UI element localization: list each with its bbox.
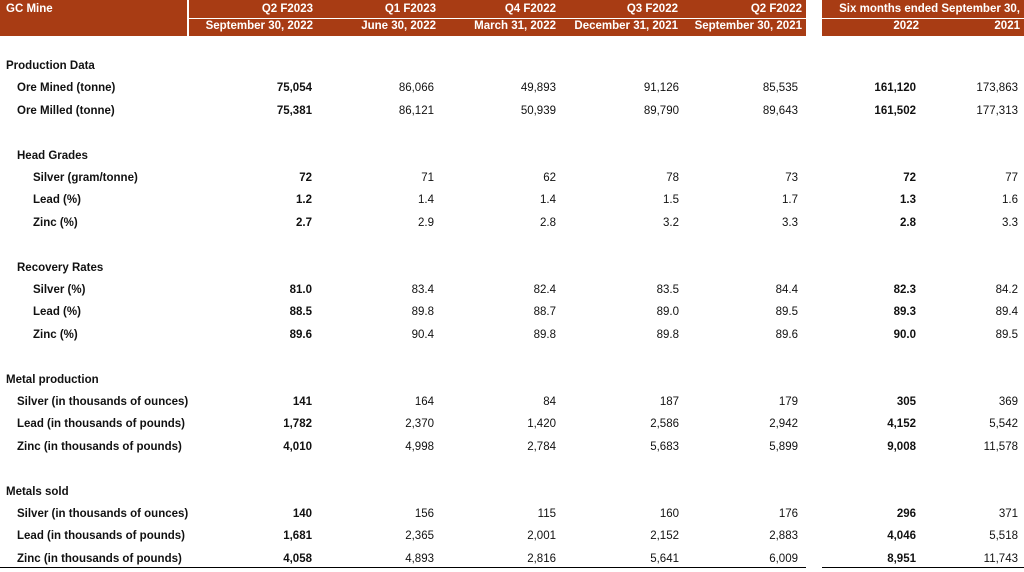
cell-value: 91,126 — [643, 82, 679, 95]
period-4-quarter: Q3 F2022 — [626, 3, 678, 15]
table-row — [0, 550, 1024, 572]
cell-value: 90.0 — [893, 328, 916, 341]
cell-value: 72 — [903, 172, 916, 184]
cell-value: 5,683 — [650, 440, 679, 453]
cell-value: 2,152 — [650, 530, 679, 543]
cell-value: 1,420 — [527, 418, 556, 431]
row-label: Lead (%) — [33, 306, 81, 319]
table-row — [0, 214, 1024, 236]
cell-value: 1.4 — [418, 194, 434, 207]
cell-value: 2,784 — [527, 440, 556, 453]
six-months-year-1: 2022 — [893, 20, 919, 32]
row-label: Silver (%) — [33, 284, 86, 296]
period-1-date: September 30, 2022 — [205, 20, 313, 32]
row-label: Ore Milled (tonne) — [17, 104, 115, 117]
table-row — [0, 281, 1024, 303]
table-row — [0, 191, 1024, 213]
cell-value: 4,152 — [887, 418, 916, 431]
row-label: Recovery Rates — [17, 261, 104, 274]
cell-value: 5,899 — [769, 440, 798, 453]
cell-value: 11,578 — [983, 440, 1018, 453]
cell-value: 1.7 — [782, 194, 798, 207]
cell-value: 89.0 — [656, 306, 679, 319]
row-label: Zinc (in thousands of pounds) — [17, 552, 182, 565]
table-row — [0, 415, 1024, 437]
spacer-row — [0, 348, 1024, 370]
table-row — [0, 527, 1024, 549]
spacer-row — [0, 124, 1024, 146]
cell-value: 4,010 — [283, 440, 312, 453]
cell-value: 89.6 — [289, 328, 312, 341]
row-label: Lead (%) — [33, 194, 81, 207]
row-label: Metals sold — [6, 485, 69, 498]
cell-value: 71 — [421, 172, 434, 184]
cell-value: 89.5 — [775, 306, 798, 319]
row-label: Silver (in thousands of ounces) — [17, 396, 189, 408]
row-label: Lead (in thousands of pounds) — [17, 418, 186, 431]
cell-value: 89,790 — [643, 104, 679, 117]
period-2-date: June 30, 2022 — [361, 20, 436, 32]
cell-value: 88.5 — [289, 306, 312, 319]
table-header-title-cell — [0, 0, 187, 36]
cell-value: 179 — [778, 396, 798, 408]
cell-value: 2,586 — [650, 418, 679, 431]
cell-value: 173,863 — [976, 82, 1018, 95]
cell-value: 75,381 — [276, 104, 312, 117]
period-3-quarter: Q4 F2022 — [504, 3, 556, 15]
row-label: Silver (in thousands of ounces) — [17, 508, 189, 520]
spacer-row — [0, 460, 1024, 482]
table-row — [0, 102, 1024, 124]
table-row — [0, 303, 1024, 325]
cell-value: 2,816 — [527, 552, 556, 565]
header-divider — [189, 18, 806, 19]
cell-value: 83.5 — [656, 284, 679, 296]
table-header-six-months — [822, 0, 1024, 36]
cell-value: 77 — [1005, 172, 1018, 184]
table-header-quarters — [189, 0, 806, 36]
cell-value: 89.3 — [893, 306, 916, 319]
cell-value: 2,370 — [405, 418, 434, 431]
table-bottom-rule-right — [822, 567, 1024, 568]
cell-value: 72 — [299, 172, 312, 184]
cell-value: 81.0 — [289, 284, 312, 296]
cell-value: 82.3 — [893, 284, 916, 296]
section-header-row — [0, 259, 1024, 281]
cell-value: 89.8 — [656, 328, 679, 341]
cell-value: 78 — [666, 172, 679, 184]
cell-value: 164 — [414, 396, 434, 408]
row-label: Production Data — [6, 60, 95, 72]
row-label: Zinc (in thousands of pounds) — [17, 440, 182, 453]
period-4-date: December 31, 2021 — [574, 20, 678, 32]
cell-value: 3.3 — [782, 216, 798, 229]
row-label: Zinc (%) — [33, 328, 78, 341]
cell-value: 141 — [292, 396, 312, 408]
cell-value: 2.8 — [900, 216, 916, 229]
row-label: Head Grades — [17, 149, 88, 162]
table-row — [0, 79, 1024, 101]
cell-value: 2.8 — [540, 216, 556, 229]
row-label: Lead (in thousands of pounds) — [17, 530, 186, 543]
cell-value: 2.7 — [296, 216, 312, 229]
table-row — [0, 326, 1024, 348]
cell-value: 369 — [998, 396, 1018, 408]
section-header-row — [0, 57, 1024, 79]
cell-value: 89.8 — [533, 328, 556, 341]
cell-value: 89.6 — [775, 328, 798, 341]
cell-value: 140 — [292, 508, 312, 520]
cell-value: 89.8 — [411, 306, 434, 319]
cell-value: 50,939 — [520, 104, 556, 117]
period-2-quarter: Q1 F2023 — [384, 3, 436, 15]
table-row — [0, 505, 1024, 527]
cell-value: 296 — [896, 508, 916, 520]
period-3-date: March 31, 2022 — [474, 20, 556, 32]
cell-value: 89.5 — [995, 328, 1018, 341]
cell-value: 4,058 — [283, 552, 312, 565]
section-header-row — [0, 147, 1024, 169]
cell-value: 3.3 — [1002, 216, 1018, 229]
cell-value: 88.7 — [533, 306, 556, 319]
cell-value: 86,066 — [398, 82, 434, 95]
cell-value: 2.9 — [418, 216, 434, 229]
cell-value: 84.4 — [775, 284, 798, 296]
cell-value: 5,518 — [989, 530, 1018, 543]
cell-value: 1.2 — [296, 194, 312, 207]
section-header-row — [0, 483, 1024, 505]
cell-value: 62 — [543, 172, 556, 184]
cell-value: 2,001 — [527, 530, 556, 543]
cell-value: 4,046 — [887, 530, 916, 543]
cell-value: 2,883 — [769, 530, 798, 543]
cell-value: 371 — [998, 508, 1018, 520]
cell-value: 83.4 — [411, 284, 434, 296]
row-label: Ore Mined (tonne) — [17, 82, 116, 95]
cell-value: 1.6 — [1002, 194, 1018, 207]
cell-value: 3.2 — [663, 216, 679, 229]
cell-value: 2,365 — [405, 530, 434, 543]
cell-value: 161,120 — [874, 82, 916, 95]
cell-value: 161,502 — [874, 104, 916, 117]
cell-value: 75,054 — [276, 82, 312, 95]
cell-value: 1.4 — [540, 194, 556, 207]
row-label: Metal production — [6, 373, 99, 386]
cell-value: 2,942 — [769, 418, 798, 431]
cell-value: 187 — [659, 396, 679, 408]
cell-value: 4,893 — [405, 552, 434, 565]
period-1-quarter: Q2 F2023 — [261, 3, 313, 15]
period-5-quarter: Q2 F2022 — [750, 3, 802, 15]
cell-value: 305 — [896, 396, 916, 408]
cell-value: 176 — [778, 508, 798, 520]
cell-value: 85,535 — [762, 82, 798, 95]
cell-value: 177,313 — [976, 104, 1018, 117]
cell-value: 156 — [414, 508, 434, 520]
cell-value: 89.4 — [995, 306, 1018, 319]
six-months-year-2: 2021 — [994, 20, 1020, 32]
mine-title: GC Mine — [6, 3, 53, 15]
cell-value: 89,643 — [762, 104, 798, 117]
row-label: Silver (gram/tonne) — [33, 172, 138, 184]
cell-value: 115 — [537, 508, 556, 520]
cell-value: 90.4 — [411, 328, 434, 341]
cell-value: 49,893 — [520, 82, 556, 95]
cell-value: 86,121 — [398, 104, 434, 117]
section-header-row — [0, 371, 1024, 393]
cell-value: 1.3 — [900, 194, 916, 207]
cell-value: 160 — [659, 508, 679, 520]
cell-value: 1,782 — [283, 418, 312, 431]
row-label: Zinc (%) — [33, 216, 78, 229]
six-months-label: Six months ended September 30, — [839, 3, 1020, 15]
cell-value: 11,743 — [983, 552, 1018, 565]
cell-value: 8,951 — [887, 552, 916, 565]
cell-value: 82.4 — [533, 284, 556, 296]
cell-value: 9,008 — [887, 440, 916, 453]
cell-value: 5,542 — [989, 418, 1018, 431]
cell-value: 5,641 — [650, 552, 679, 565]
cell-value: 84 — [543, 396, 556, 408]
cell-value: 73 — [785, 172, 798, 184]
cell-value: 6,009 — [769, 552, 798, 565]
cell-value: 84.2 — [995, 284, 1018, 296]
table-bottom-rule — [0, 567, 806, 568]
spacer-row — [0, 236, 1024, 258]
table-row — [0, 169, 1024, 191]
table-row — [0, 393, 1024, 415]
table-row — [0, 438, 1024, 460]
header-divider — [822, 18, 1024, 19]
cell-value: 4,998 — [405, 440, 434, 453]
cell-value: 1.5 — [663, 194, 679, 207]
period-5-date: September 30, 2021 — [694, 20, 802, 32]
cell-value: 1,681 — [283, 530, 312, 543]
